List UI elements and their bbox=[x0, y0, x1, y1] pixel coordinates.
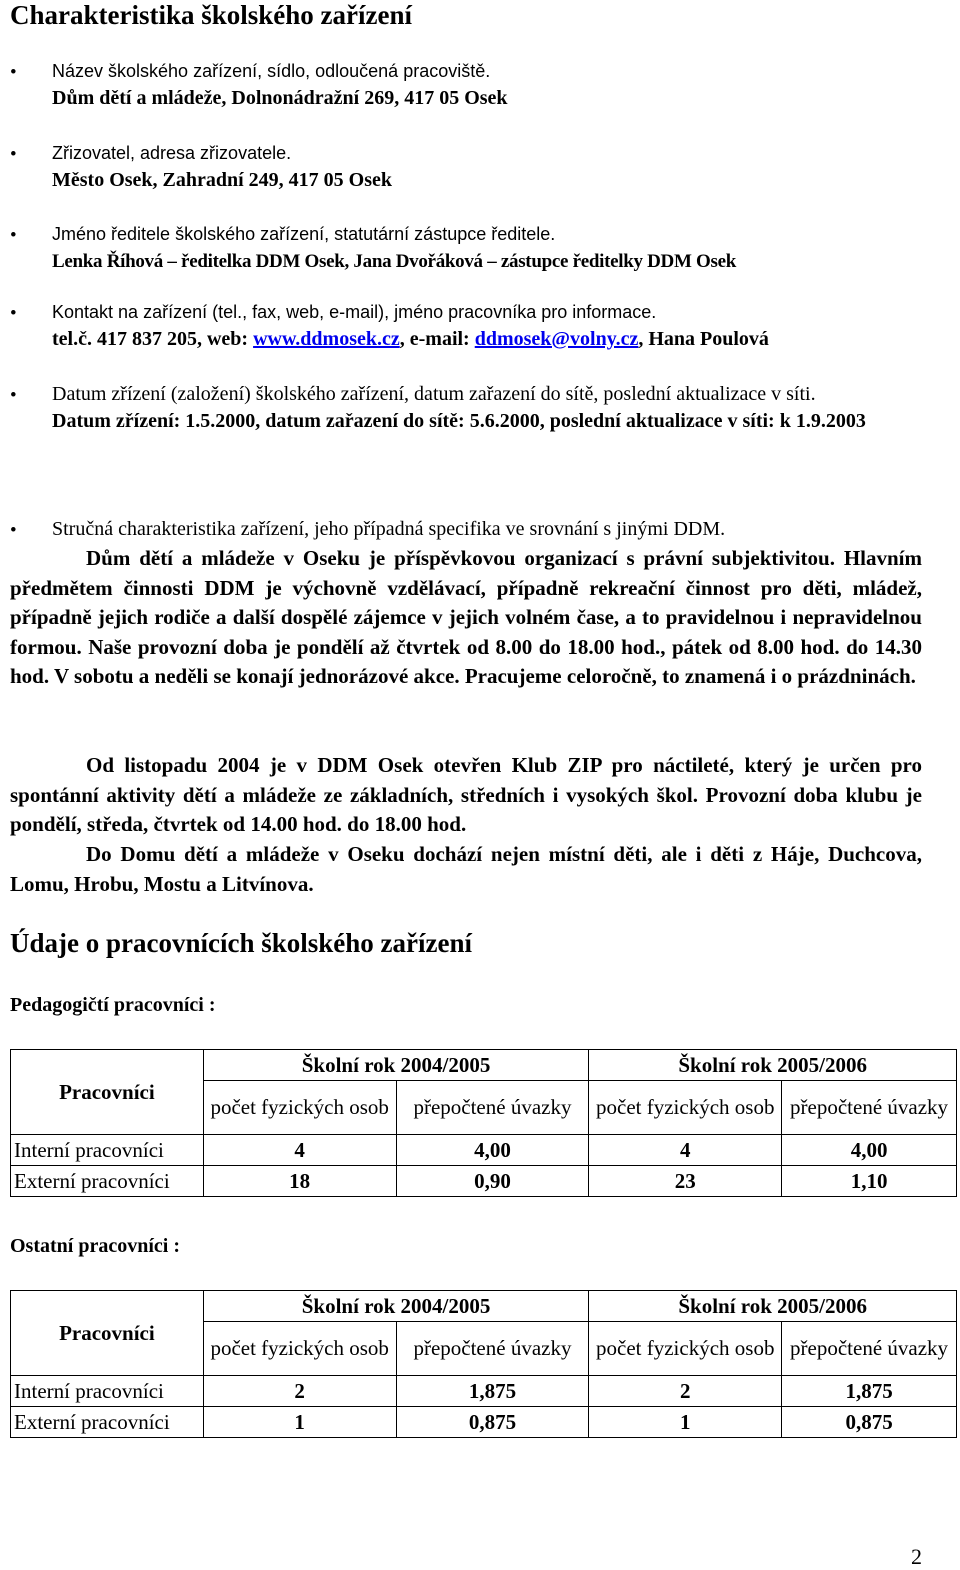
email-label: , e-mail: bbox=[399, 328, 475, 350]
item-label: Zřizovatel, adresa zřizovatele. bbox=[52, 143, 292, 163]
bullet: • bbox=[10, 62, 17, 83]
staff-table-pedagogical bbox=[10, 1049, 957, 1197]
cell: 18 bbox=[203, 1166, 396, 1197]
row-label: Interní pracovníci bbox=[11, 1376, 204, 1407]
cell: 4,00 bbox=[396, 1135, 589, 1166]
cell: 0,875 bbox=[396, 1407, 589, 1438]
paragraph-3 bbox=[10, 840, 922, 899]
cell: 2 bbox=[203, 1376, 396, 1407]
table-row bbox=[11, 1135, 957, 1166]
cell: 1,10 bbox=[782, 1166, 957, 1197]
cell: 0,90 bbox=[396, 1166, 589, 1197]
paragraph-2 bbox=[10, 751, 922, 840]
bullet: • bbox=[10, 225, 17, 246]
row-label: Externí pracovníci bbox=[11, 1166, 204, 1197]
bullet: • bbox=[10, 385, 17, 406]
item-label: Název školského zařízení, sídlo, odloučená pracoviště. bbox=[52, 61, 491, 81]
bullet: • bbox=[10, 303, 17, 324]
paragraph-text: Do Domu dětí a mládeže v Oseku dochází nejen místní děti, ale i děti z Háje, Duchcova, Lomu, Hrobu, Mostu a Litvínova. bbox=[10, 842, 922, 896]
paragraph-text: Dům dětí a mládeže v Oseku je příspěvkovou organizací s právní subjektivitou. Hlavním předmětem činnosti DDM je výchovně vzdělávací, případně rekreační činnost pro děti, mládež, případně jejich rodiče a další dospělé zájemce v jejich volném čase, a to pravidelnou i nepravidelnou formou. Naše provozní doba je pondělí až čtvrtek od 8.00 do 18.00 hod., pátek od 8.00 hod. do 14.30 hod. V sobotu a neděli se konají jednorázové akce. Pracujeme celoročně, to znamená i o prázdninách. bbox=[10, 546, 922, 689]
item-value: Datum zřízení: 1.5.2000, datum zařazení do sítě: 5.6.2000, poslední aktualizace v síti: k 1.9.2003 bbox=[52, 410, 866, 432]
row-label: Externí pracovníci bbox=[11, 1407, 204, 1438]
web-link[interactable]: www.ddmosek.cz bbox=[253, 328, 400, 350]
column-header: přepočtené úvazky bbox=[782, 1322, 957, 1376]
column-header: přepočtené úvazky bbox=[396, 1322, 589, 1376]
item-label: Stručná charakteristika zařízení, jeho případná specifika ve srovnání s jinými DDM. bbox=[52, 518, 726, 540]
cell: 4 bbox=[589, 1135, 782, 1166]
cell: 4 bbox=[203, 1135, 396, 1166]
bullet: • bbox=[10, 520, 17, 541]
table-row bbox=[11, 1407, 957, 1438]
item-label: Jméno ředitele školského zařízení, statutární zástupce ředitele. bbox=[52, 224, 556, 244]
cell: 1,875 bbox=[782, 1376, 957, 1407]
bullet: • bbox=[10, 144, 17, 165]
page-title: Charakteristika školského zařízení bbox=[10, 0, 412, 30]
item-label: Kontakt na zařízení (tel., fax, web, e-mail), jméno pracovníka pro informace. bbox=[52, 302, 657, 322]
row-label: Interní pracovníci bbox=[11, 1135, 204, 1166]
item-value: Dům dětí a mládeže, Dolnonádražní 269, 417 05 Osek bbox=[52, 87, 508, 109]
item-value: Město Osek, Zahradní 249, 417 05 Osek bbox=[52, 169, 393, 191]
paragraph-1 bbox=[10, 544, 922, 692]
table-title: Ostatní pracovníci : bbox=[10, 1235, 180, 1257]
cell: 1 bbox=[589, 1407, 782, 1438]
column-header: přepočtené úvazky bbox=[782, 1081, 957, 1135]
contact-person: , Hana Poulová bbox=[638, 328, 769, 350]
paragraph-text: Od listopadu 2004 je v DDM Osek otevřen Klub ZIP pro náctileté, který je určen pro spontánní aktivity dětí a mládeže ze základních, středních i vysokých škol. Provozní doba klubu je pondělí, středa, čtvrtek od 14.00 hod. do 18.00 hod. bbox=[10, 753, 922, 837]
column-header: počet fyzických osob bbox=[203, 1081, 396, 1135]
column-header: počet fyzických osob bbox=[203, 1322, 396, 1376]
table-title: Pedagogičtí pracovníci : bbox=[10, 994, 216, 1016]
table-header: Pracovníci bbox=[11, 1291, 204, 1376]
staff-table-other bbox=[10, 1290, 957, 1438]
cell: 1 bbox=[203, 1407, 396, 1438]
item-label: Datum zřízení (založení) školského zařízení, datum zařazení do sítě, poslední aktualizace v síti. bbox=[52, 383, 816, 405]
contact-phone: tel.č. 417 837 205, web: bbox=[52, 328, 254, 350]
column-header: přepočtené úvazky bbox=[396, 1081, 589, 1135]
section-heading: Údaje o pracovnících školského zařízení bbox=[10, 928, 472, 958]
page-number: 2 bbox=[911, 1544, 922, 1569]
cell: 1,875 bbox=[396, 1376, 589, 1407]
cell: 2 bbox=[589, 1376, 782, 1407]
item-value: Lenka Říhová – ředitelka DDM Osek, Jana Dvořáková – zástupce ředitelky DDM Osek bbox=[52, 251, 737, 272]
year-header: Školní rok 2005/2006 bbox=[589, 1050, 957, 1081]
column-header: počet fyzických osob bbox=[589, 1081, 782, 1135]
column-header: počet fyzických osob bbox=[589, 1322, 782, 1376]
table-row bbox=[11, 1166, 957, 1197]
year-header: Školní rok 2004/2005 bbox=[203, 1050, 589, 1081]
cell: 0,875 bbox=[782, 1407, 957, 1438]
year-header: Školní rok 2005/2006 bbox=[589, 1291, 957, 1322]
table-row bbox=[11, 1376, 957, 1407]
cell: 23 bbox=[589, 1166, 782, 1197]
contact-line bbox=[52, 326, 922, 353]
cell: 4,00 bbox=[782, 1135, 957, 1166]
table-header: Pracovníci bbox=[11, 1050, 204, 1135]
year-header: Školní rok 2004/2005 bbox=[203, 1291, 589, 1322]
email-link[interactable]: ddmosek@volny.cz bbox=[474, 328, 639, 350]
